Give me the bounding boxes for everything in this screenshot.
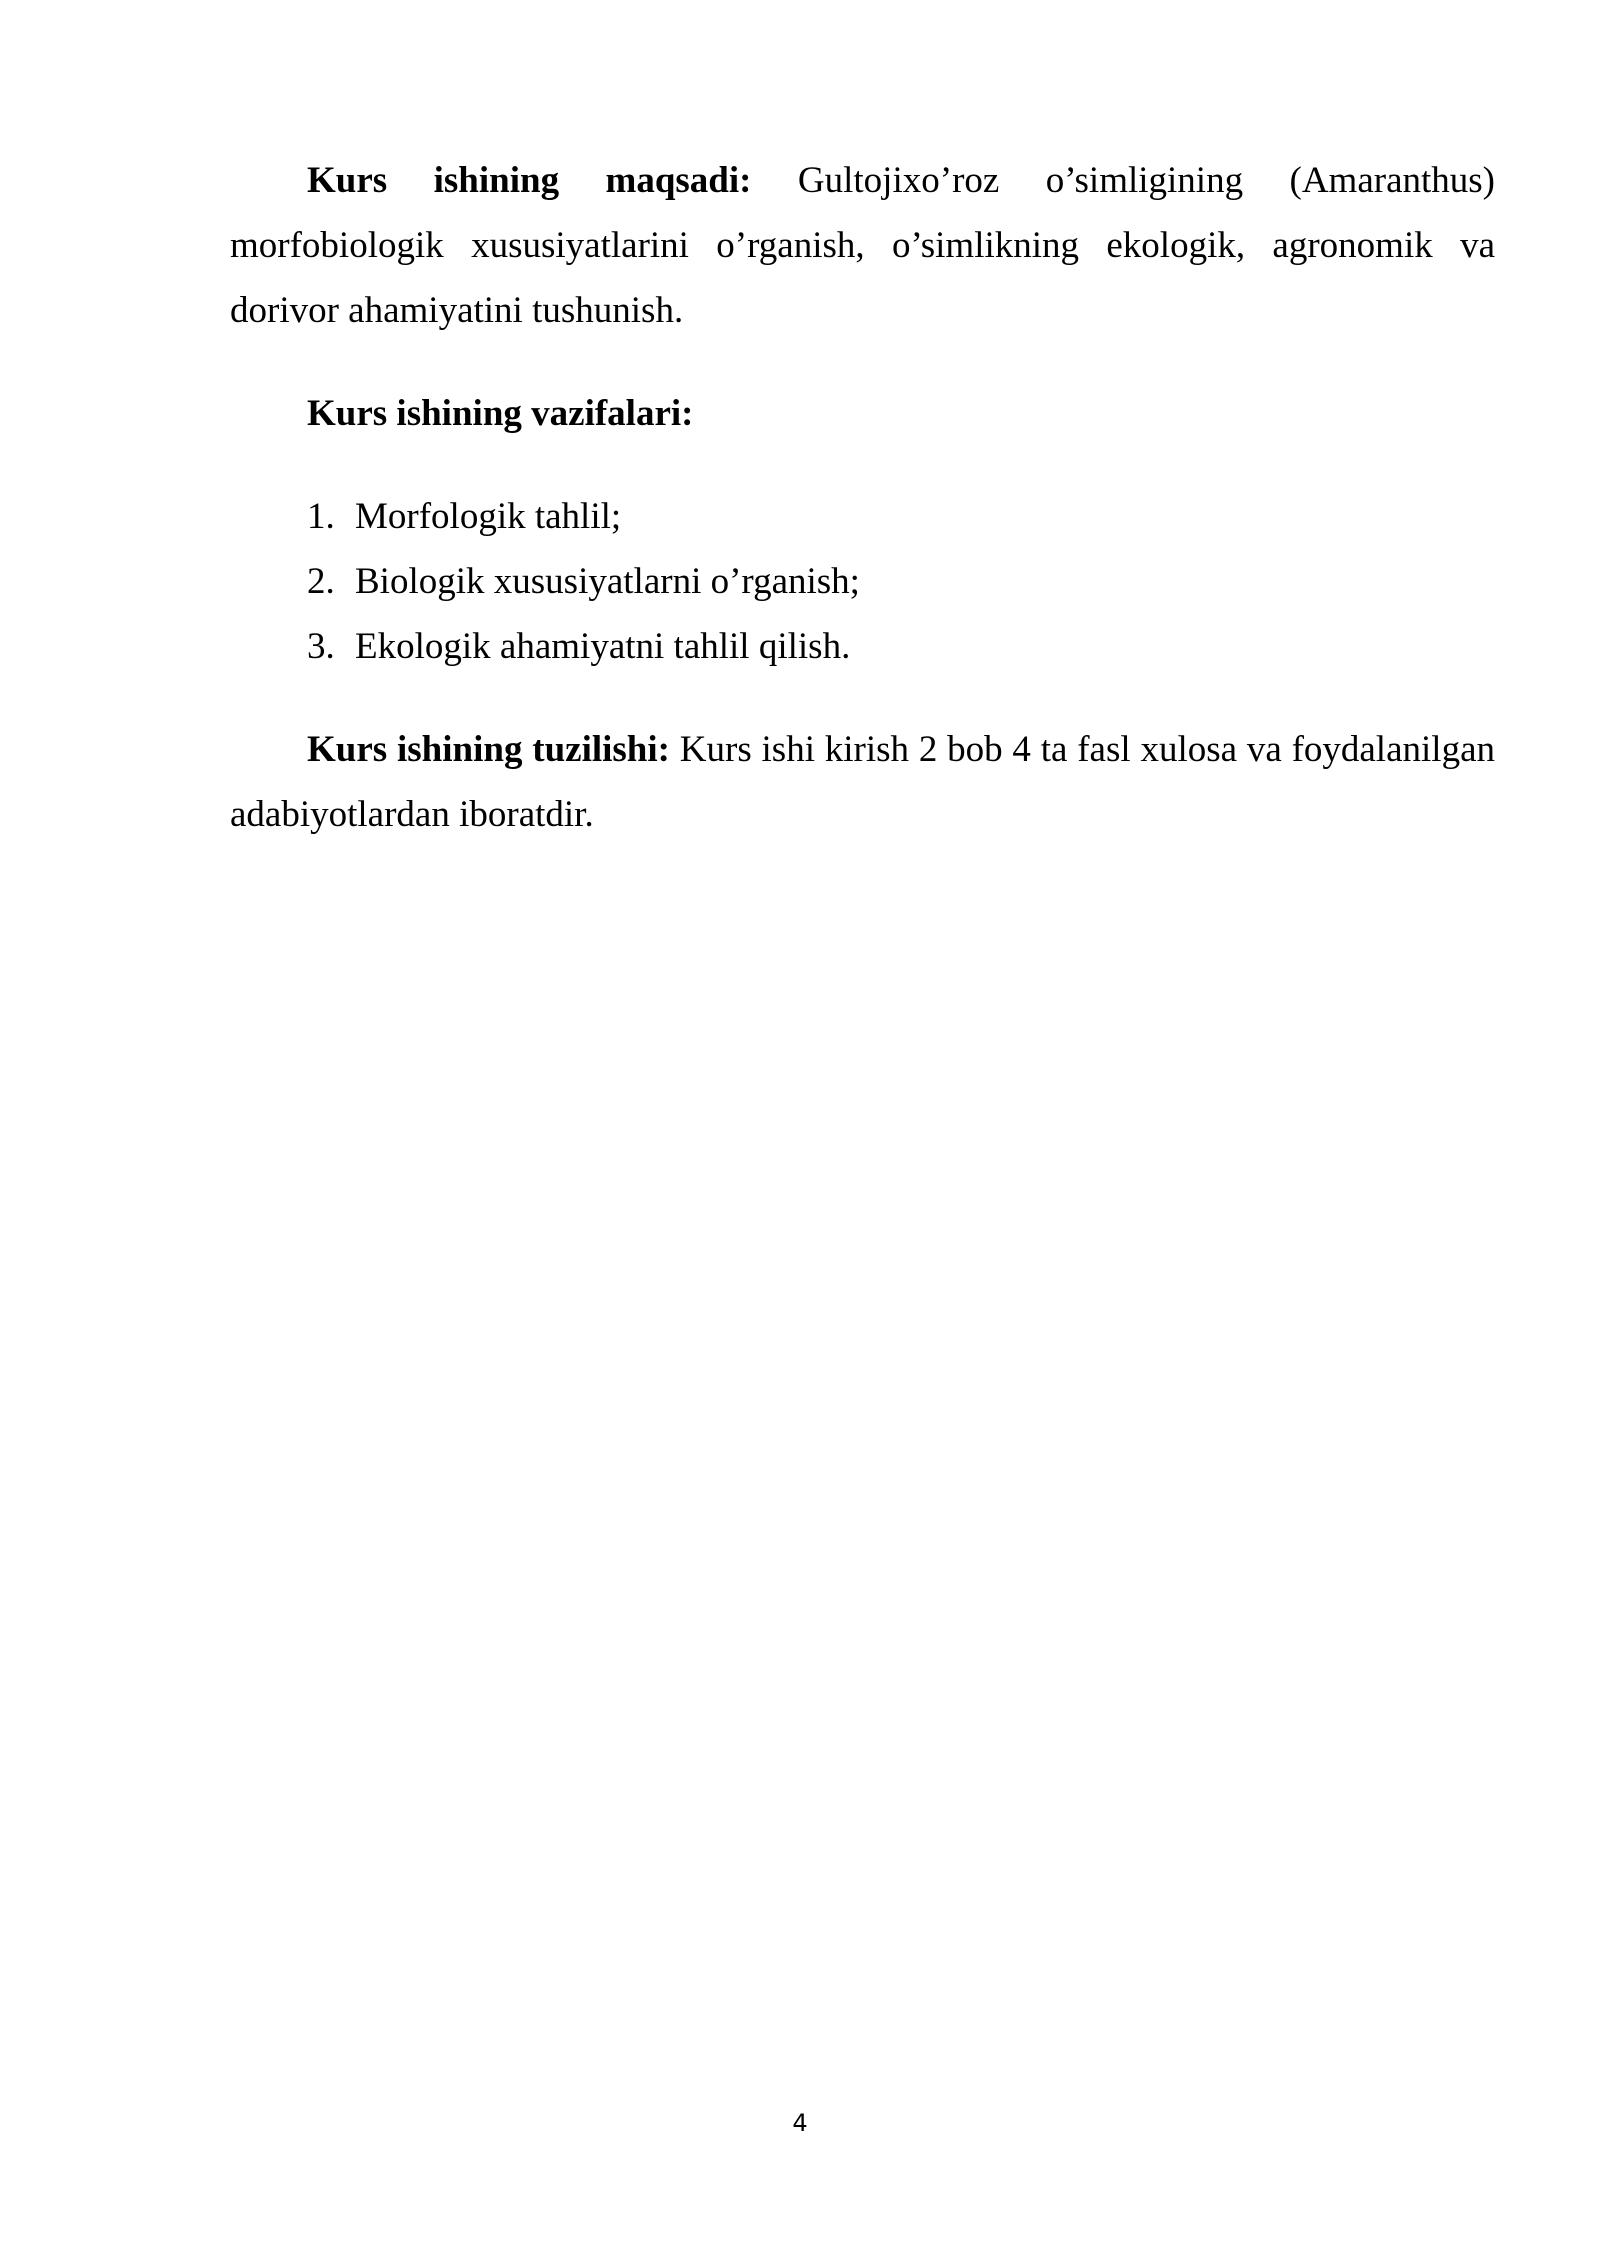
purpose-label: Kurs ishining maqsadi:: [307, 160, 752, 201]
list-item-number: 3.: [307, 626, 335, 667]
structure-paragraph: [230, 717, 1495, 847]
tasks-list: [230, 484, 1495, 679]
page-content: [230, 148, 1495, 847]
structure-text: Kurs ishi kirish 2 bob 4 ta fasl xulosa va foydalanilgan adabiyotlardan iboratdir.: [230, 729, 1495, 835]
list-item-text: Biologik xususiyatlarni o’rganish;: [355, 561, 860, 602]
list-item: [307, 484, 1495, 549]
purpose-text: Gultojixo’roz o’simligining (Amaranthus) morfobiologik xususiyatlarini o’rganish, o’simlikning ekologik, agronomik va dorivor ahamiyatini tushunish.: [230, 160, 1495, 331]
list-item: [307, 549, 1495, 614]
list-item: [307, 614, 1495, 679]
page-number: 4: [792, 2109, 808, 2137]
list-item-number: 2.: [307, 561, 335, 602]
purpose-paragraph: [230, 148, 1495, 343]
list-item-number: 1.: [307, 496, 335, 537]
list-item-text: Morfologik tahlil;: [355, 496, 622, 537]
list-item-text: Ekologik ahamiyatni tahlil qilish.: [355, 626, 851, 667]
structure-label: Kurs ishining tuzilishi:: [307, 729, 670, 770]
tasks-heading: Kurs ishining vazifalari:: [307, 393, 694, 434]
